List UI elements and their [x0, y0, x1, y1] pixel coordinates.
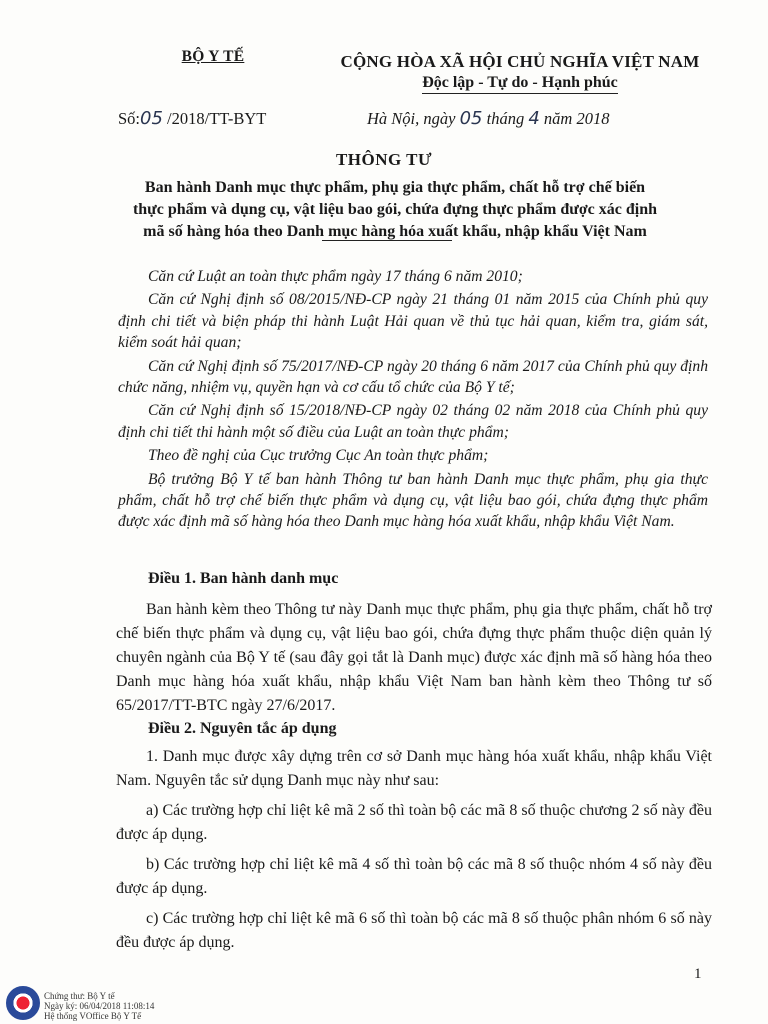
title-line: thực phẩm và dụng cụ, vật liệu bao gói, chứa đựng thực phẩm được xác định	[132, 201, 658, 218]
date-part2: tháng	[482, 109, 529, 128]
preamble	[118, 266, 708, 535]
signature-system: Hệ thống VOffice Bộ Y Tế	[44, 1011, 142, 1021]
handwritten-number: 05	[140, 108, 163, 129]
article-2-heading: Điều 2. Nguyên tắc áp dụng	[148, 720, 337, 737]
handwritten-month: 4	[528, 108, 540, 129]
preamble-paragraph: Căn cứ Luật an toàn thực phẩm ngày 17 tháng 6 năm 2010;	[148, 268, 523, 285]
doc-number-suffix: /2018/TT-BYT	[162, 109, 267, 128]
signature-certificate: Chứng thư: Bộ Y tế	[44, 991, 115, 1001]
digital-signature-info	[44, 991, 154, 1021]
article-1-heading: Điều 1. Ban hành danh mục	[148, 570, 339, 587]
document-title	[90, 177, 700, 243]
preamble-paragraph: Theo đề nghị của Cục trưởng Cục An toàn thực phẩm;	[148, 447, 489, 465]
page-number: 1	[694, 966, 702, 982]
article-2-body	[116, 745, 712, 955]
document-type: THÔNG TƯ	[335, 150, 433, 169]
ministry-header	[118, 48, 308, 66]
preamble-paragraph: Bộ trưởng Bộ Y tế ban hành Thông tư ban hành Danh mục thực phẩm, phụ gia thực phẩm, chất hỗ trợ chế biến thực phẩm và dụng cụ, vật liệu bao gói, chứa đựng thực phẩm được xác định mã số hàng hóa theo Danh mục hàng hóa xuất khẩu, nhập khẩu Việt Nam.	[118, 470, 708, 531]
title-line: Ban hành Danh mục thực phẩm, phụ gia thực phẩm, chất hỗ trợ chế biến	[144, 179, 646, 196]
national-header	[300, 52, 740, 94]
handwritten-day: 05	[459, 108, 483, 129]
preamble-paragraph: Căn cứ Nghị định số 15/2018/NĐ-CP ngày 02 tháng 02 năm 2018 của Chính phủ quy định chi tiết thi hành một số điều của Luật an toàn thực phẩm;	[118, 402, 708, 441]
date-part3: năm 2018	[539, 109, 610, 128]
article-2-point-c: c) Các trường hợp chỉ liệt kê mã 6 số thì toàn bộ các mã 8 số thuộc phân nhóm 6 số này đều được áp dụng.	[116, 910, 712, 951]
signature-date: Ngày ký: 06/04/2018 11:08:14	[44, 1001, 155, 1011]
article-1-text: Ban hành kèm theo Thông tư này Danh mục thực phẩm, phụ gia thực phẩm, chất hỗ trợ chế biến thực phẩm và dụng cụ, vật liệu bao gói, chứa đựng thực phẩm thuộc diện quản lý chuyên ngành của Bộ Y tế (sau đây gọi tắt là Danh mục) được xác định mã số hàng hóa theo Danh mục hàng hóa xuất khẩu, nhập khẩu Việt Nam ban hành kèm theo Thông tư số 65/2017/TT-BTC ngày 27/6/2017.	[116, 601, 712, 714]
article-2-point-b: b) Các trường hợp chỉ liệt kê mã 4 số thì toàn bộ các mã 8 số thuộc nhóm 4 số này đều được áp dụng.	[116, 856, 712, 897]
article-1-body	[116, 598, 712, 718]
title-line: mã số hàng hóa theo Danh mục hàng hóa xuất khẩu, nhập khẩu Việt Nam	[143, 223, 647, 240]
title-divider	[322, 240, 452, 241]
digital-seal-icon	[6, 986, 40, 1020]
issue-date	[367, 108, 609, 129]
national-motto: Độc lập - Tự do - Hạnh phúc	[422, 74, 618, 94]
republic-name: CỘNG HÒA XÃ HỘI CHỦ NGHĨA VIỆT NAM	[340, 52, 700, 71]
ministry-name: BỘ Y TẾ	[181, 48, 245, 65]
article-2-clause-1: 1. Danh mục được xây dựng trên cơ sở Danh mục hàng hóa xuất khẩu, nhập khẩu Việt Nam. Nguyên tắc sử dụng Danh mục này như sau:	[116, 748, 712, 789]
date-part1: Hà Nội, ngày	[367, 109, 460, 128]
doc-number-prefix: Số:	[118, 109, 141, 128]
preamble-paragraph: Căn cứ Nghị định số 08/2015/NĐ-CP ngày 21 tháng 01 năm 2015 của Chính phủ quy định chi tiết và biện pháp thi hành Luật Hải quan về thủ tục hải quan, kiểm tra, giám sát, kiểm soát hải quan;	[118, 291, 708, 352]
document-number	[118, 108, 266, 129]
preamble-paragraph: Căn cứ Nghị định số 75/2017/NĐ-CP ngày 20 tháng 6 năm 2017 của Chính phủ quy định chức năng, nhiệm vụ, quyền hạn và cơ cấu tổ chức của Bộ Y tế;	[118, 357, 708, 397]
article-2-point-a: a) Các trường hợp chỉ liệt kê mã 2 số thì toàn bộ các mã 8 số thuộc chương 2 số này đều được áp dụng.	[116, 802, 712, 843]
